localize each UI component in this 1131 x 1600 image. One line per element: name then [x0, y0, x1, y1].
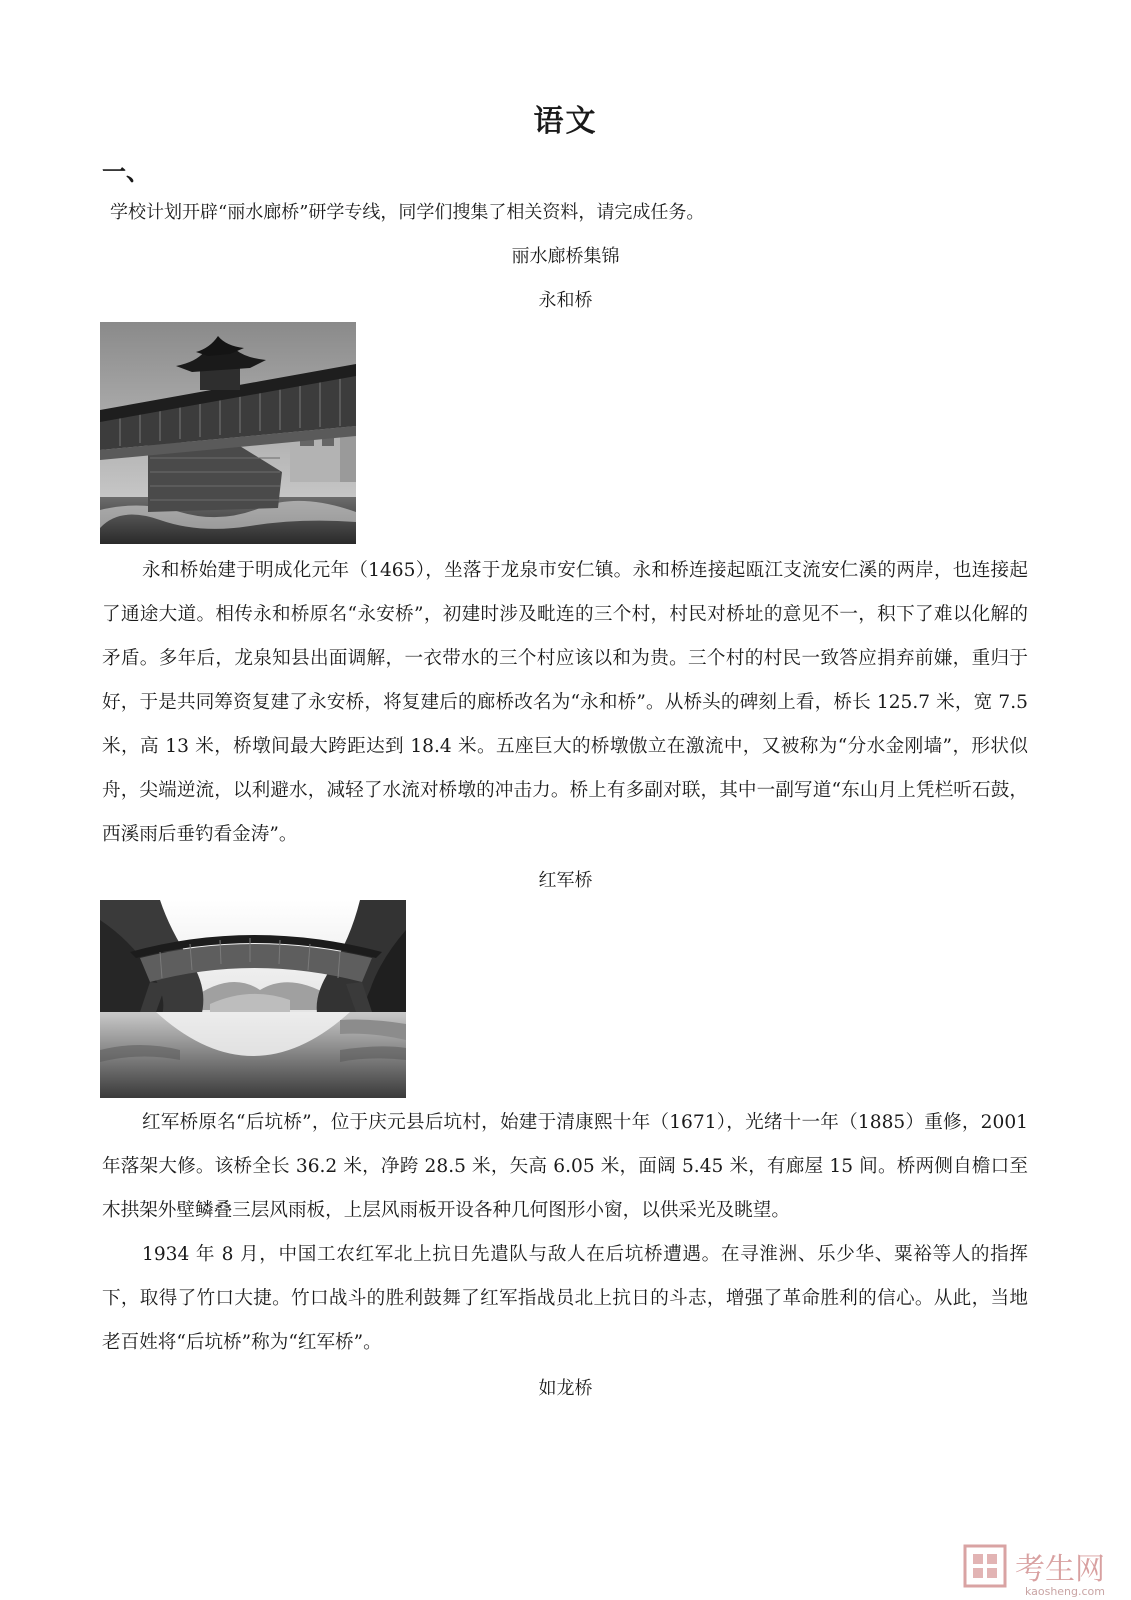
bridge-title-rulong: 如龙桥	[538, 1378, 593, 1399]
covered-bridge-photo	[100, 322, 356, 544]
page-title: 语文	[533, 104, 598, 139]
kaosheng-logo-icon	[963, 1544, 1007, 1588]
bridge-title-hongjun: 红军桥	[538, 870, 593, 891]
bridge-paragraph: 永和桥始建于明成化元年（1465），坐落于龙泉市安仁镇。永和桥连接起瓯江支流安仁溪的两岸，也连接起了通途大道。相传永和桥原名“永安桥”，初建时涉及毗连的三个村，村民对桥址的意见不一，积下了难以化解的矛盾。多年后，龙泉知县出面调解，一衣带水的三个村应该以和为贵。三个村的村民一致答应捐弃前嫌，重归于好，于是共同筹资复建了永安桥，将复建后的廊桥改名为“永和桥”。从桥头的碑刻上看，桥长 125.7 米，宽 7.5 米，高 13 米，桥墩间最大跨距达到 18.4 米。五座巨大的桥墩傲立在激流中，又被称为“分水金刚墙”，形状似舟，尖端逆流，以利避水，减轻了水流对桥墩的冲击力。桥上有多副对联，其中一副写道“东山月上凭栏听石鼓，西溪雨后垂钓看金涛”。	[102, 560, 1028, 845]
section-heading: 一、	[102, 157, 150, 186]
bridge-title-yonghe: 永和桥	[538, 290, 593, 311]
collection-title: 丽水廊桥集锦	[511, 246, 620, 267]
watermark	[963, 1544, 1105, 1598]
watermark-text: 考生网	[1015, 1552, 1105, 1587]
bridge-paragraph: 红军桥原名“后坑桥”，位于庆元县后坑村，始建于清康熙十年（1671），光绪十一年（1885）重修，2001 年落架大修。该桥全长 36.2 米，净跨 28.5 米，矢高 6.05 米，面阔 5.45 米，有廊屋 15 间。桥两侧自檐口至木拱架外壁鳞叠三层风雨板，上层风雨板开设各种几何图形小窗，以供采光及眺望。	[102, 1112, 1028, 1221]
intro-text: 学校计划开辟“丽水廊桥”研学专线，同学们搜集了相关资料，请完成任务。	[110, 202, 705, 223]
arch-bridge-photo	[100, 900, 406, 1098]
bridge-paragraph: 1934 年 8 月，中国工农红军北上抗日先遣队与敌人在后坑桥遭遇。在寻淮洲、乐少华、粟裕等人的指挥下，取得了竹口大捷。竹口战斗的胜利鼓舞了红军指战员北上抗日的斗志，增强了革命胜利的信心。从此，当地老百姓将“后坑桥”称为“红军桥”。	[102, 1244, 1028, 1353]
watermark-url: kaosheng.com	[1024, 1585, 1105, 1598]
